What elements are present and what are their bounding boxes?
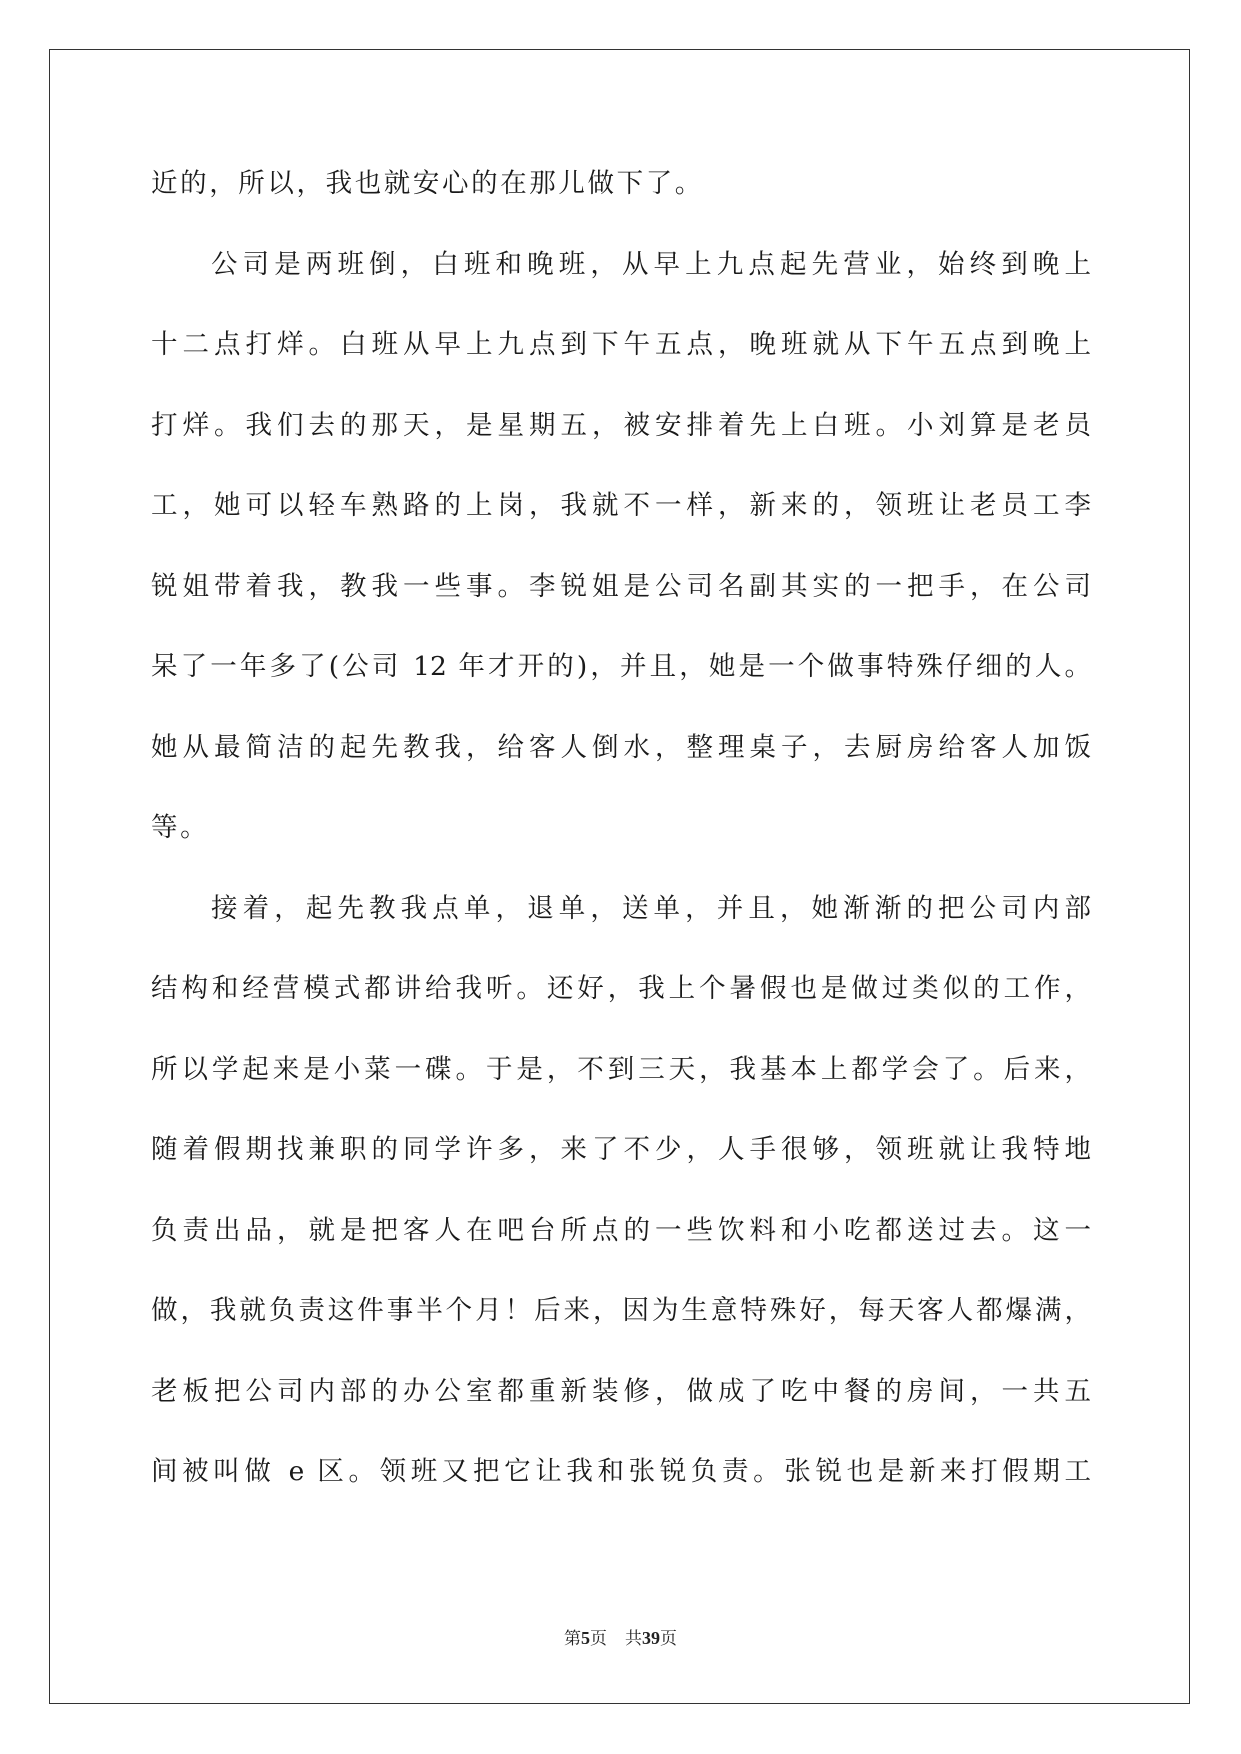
total-pages: 39 — [642, 1628, 660, 1648]
text-line: 等。 — [151, 812, 210, 843]
page-footer — [0, 1626, 1241, 1651]
text-line: 间被叫做 e 区。领班又把它让我和张锐负责。张锐也是新来打假期工 — [151, 1456, 1091, 1487]
text-line: 结构和经营模式都讲给我听。还好，我上个暑假也是做过类似的工作， — [151, 973, 1091, 1004]
total-prefix: 共 — [625, 1629, 642, 1649]
text-line: 负责出品，就是把客人在吧台所点的一些饮料和小吃都送过去。这一 — [151, 1214, 1091, 1246]
text-line: 所以学起来是小菜一碟。于是，不到三天，我基本上都学会了。后来， — [151, 1053, 1091, 1085]
paragraph-first-line: 公司是两班倒，白班和晚班，从早上九点起先营业，始终到晚上 — [211, 248, 1091, 280]
paragraph-first-line: 接着，起先教我点单，退单，送单，并且，她渐渐的把公司内部 — [211, 892, 1091, 924]
text-line: 十二点打烊。白班从早上九点到下午五点，晚班就从下午五点到晚上 — [151, 329, 1091, 360]
text-line: 锐姐带着我，教我一些事。李锐姐是公司名副其实的一把手，在公司 — [151, 570, 1091, 602]
page-suffix: 页 — [590, 1629, 607, 1649]
text-line: 呆了一年多了(公司 12 年才开的)，并且，她是一个做事特殊仔细的人。 — [151, 651, 1091, 682]
document-body — [151, 162, 1091, 1531]
text-line: 她从最简洁的起先教我，给客人倒水，整理桌子，去厨房给客人加饭 — [151, 731, 1091, 763]
text-line: 做，我就负责这件事半个月！后来，因为生意特殊好，每天客人都爆满， — [151, 1295, 1091, 1326]
page-number: 5 — [581, 1628, 590, 1648]
text-line: 随着假期找兼职的同学许多，来了不少，人手很够，领班就让我特地 — [151, 1134, 1091, 1165]
page-prefix: 第 — [564, 1629, 581, 1649]
total-suffix: 页 — [660, 1629, 677, 1649]
text-line: 近的，所以，我也就安心的在那儿做下了。 — [151, 168, 704, 199]
text-line: 工，她可以轻车熟路的上岗，我就不一样，新来的，领班让老员工李 — [151, 490, 1091, 521]
text-line: 打烊。我们去的那天，是星期五，被安排着先上白班。小刘算是老员 — [151, 409, 1091, 441]
text-line: 老板把公司内部的办公室都重新装修，做成了吃中餐的房间，一共五 — [151, 1375, 1091, 1407]
